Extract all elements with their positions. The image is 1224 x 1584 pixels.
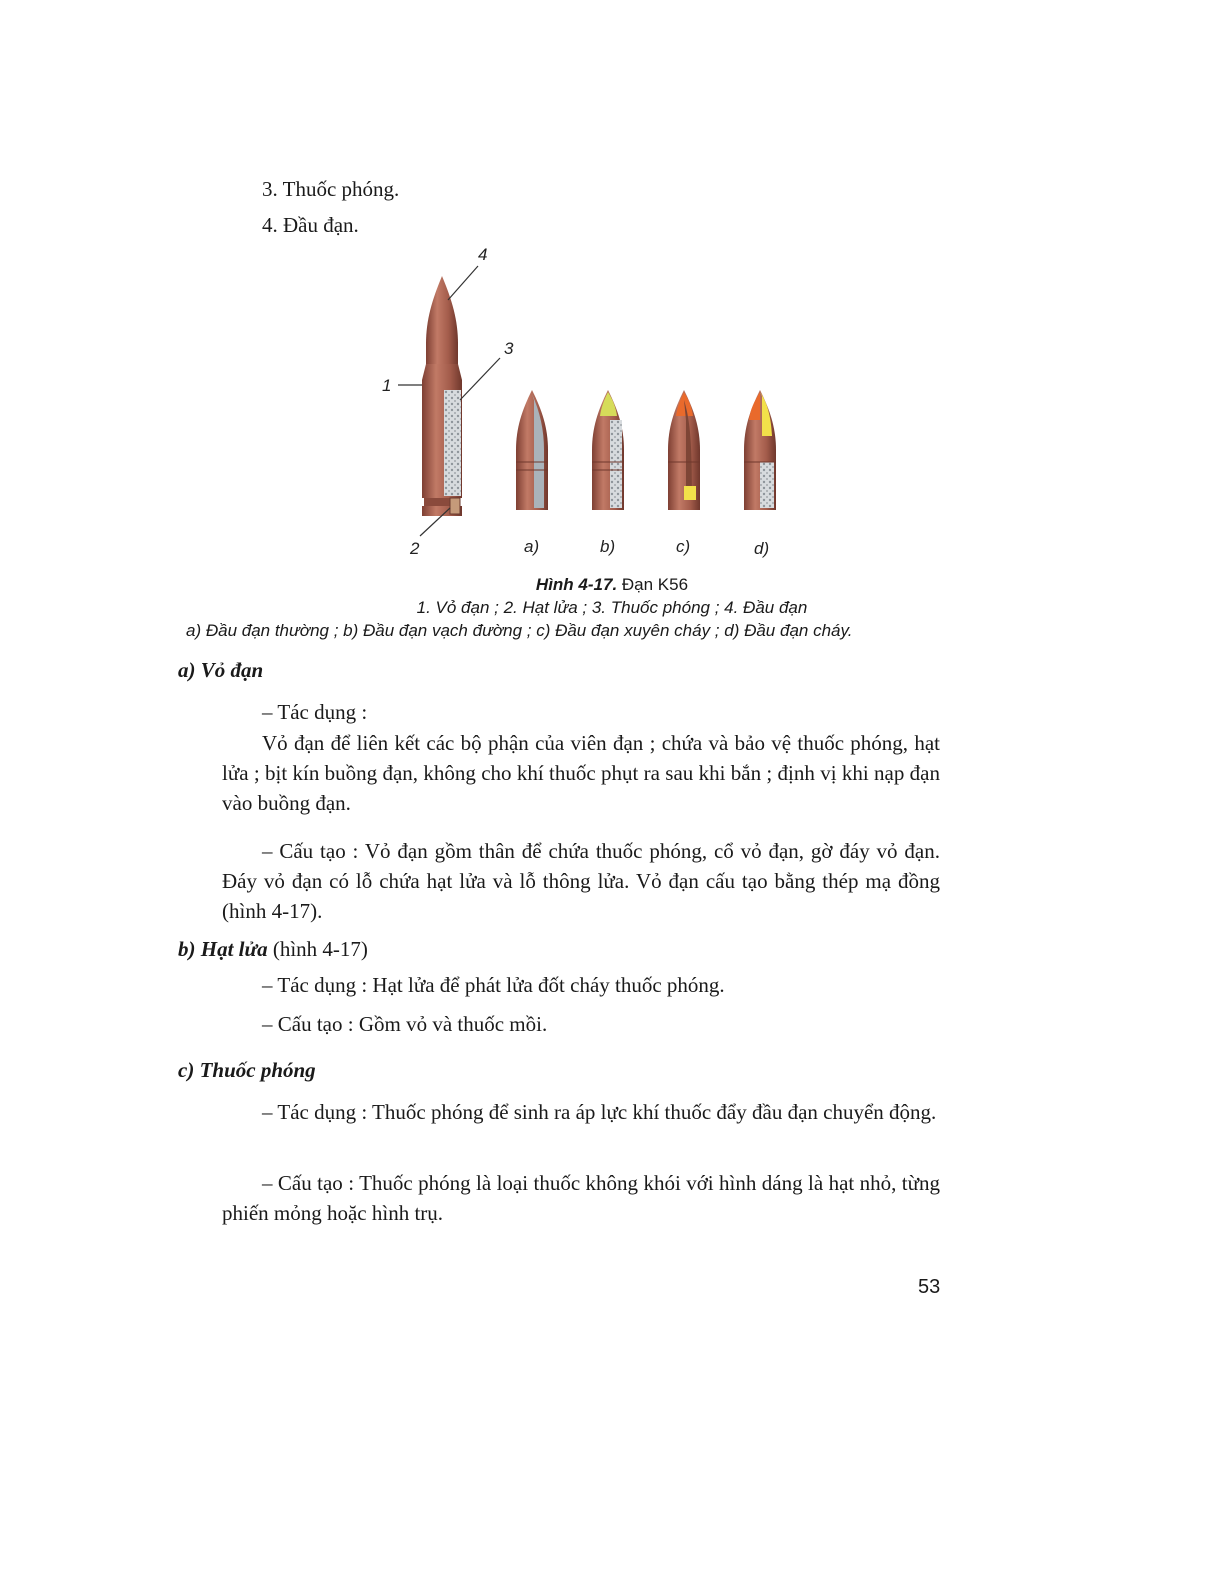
figure-caption-parts: 1. Vỏ đạn ; 2. Hạt lửa ; 3. Thuốc phóng ; 4. Đầu đạn [416,598,808,617]
bullet-variant-c [668,390,700,510]
page-number: 53 [918,1276,941,1298]
bullet-head-shape [426,276,458,344]
section-c-effect-text: – Tác dụng : Thuốc phóng để sinh ra áp lực khí thuốc đẩy đầu đạn chuyển động. [262,1100,937,1124]
callout-4: 4 [478,245,488,264]
figure-title: Đạn K56 [617,575,689,594]
section-a-effect-text: Vỏ đạn để liên kết các bộ phận của viên đạn ; chứa và bảo vệ thuốc phóng, hạt lửa ; bịt kín buồng đạn, không cho khí thuốc phụt ra sau khi bắn ; định vị khi nạp đạn vào buồng đạn. [222,731,940,815]
section-b-heading [178,937,368,962]
callout-2: 2 [410,539,420,558]
case-shoulder [422,364,462,380]
bullet-variant-b [592,390,624,510]
figure-caption-variants: a) Đầu đạn thường ; b) Đầu đạn vạch đường ; c) Đầu đạn xuyên cháy ; d) Đầu đạn cháy. [186,621,853,640]
variant-label-c: c) [676,537,691,556]
variant-label-a: a) [524,537,540,556]
bullet-variant-d [744,390,776,510]
section-a-effect-label: – Tác dụng : [262,700,368,724]
variant-label-b: b) [600,537,616,556]
callout-3: 3 [504,339,514,358]
main-cartridge [422,276,462,516]
figure-caption-title [0,575,1224,595]
section-c-heading: c) Thuốc phóng [178,1058,316,1082]
cartridge-illustration [360,240,800,570]
list-item-bullet-head: 4. Đầu đạn. [262,213,359,237]
variant-label-d: d) [754,539,770,558]
callout-1: 1 [382,376,392,395]
list-item-propellant: 3. Thuốc phóng. [262,177,400,201]
section-c-structure-text: – Cấu tạo : Thuốc phóng là loại thuốc không khói với hình dáng là hạt nhỏ, từng phiến mỏng hoặc hình trụ. [222,1171,940,1225]
bullet-variant-a [516,390,548,510]
section-b-effect: – Tác dụng : Hạt lửa để phát lửa đốt cháy thuốc phóng. [262,973,725,997]
section-a-structure-text: – Cấu tạo : Vỏ đạn gồm thân để chứa thuốc phóng, cổ vỏ đạn, gờ đáy vỏ đạn. Đáy vỏ đạn có lỗ chứa hạt lửa và lỗ thông lửa. Vỏ đạn cấu tạo bằng thép mạ đồng (hình 4-17). [222,839,940,923]
section-b-ref: (hình 4-17) [267,937,368,961]
section-a-heading: a) Vỏ đạn [178,658,264,682]
section-b-structure: – Cấu tạo : Gồm vỏ và thuốc mồi. [262,1012,548,1036]
propellant-section [444,390,461,496]
section-b-title: b) Hạt lửa [178,937,268,961]
figure-k56-cartridge [360,240,800,570]
case-neck [426,342,458,364]
primer-shape [450,498,460,514]
figure-number: Hình 4-17. [535,575,618,594]
